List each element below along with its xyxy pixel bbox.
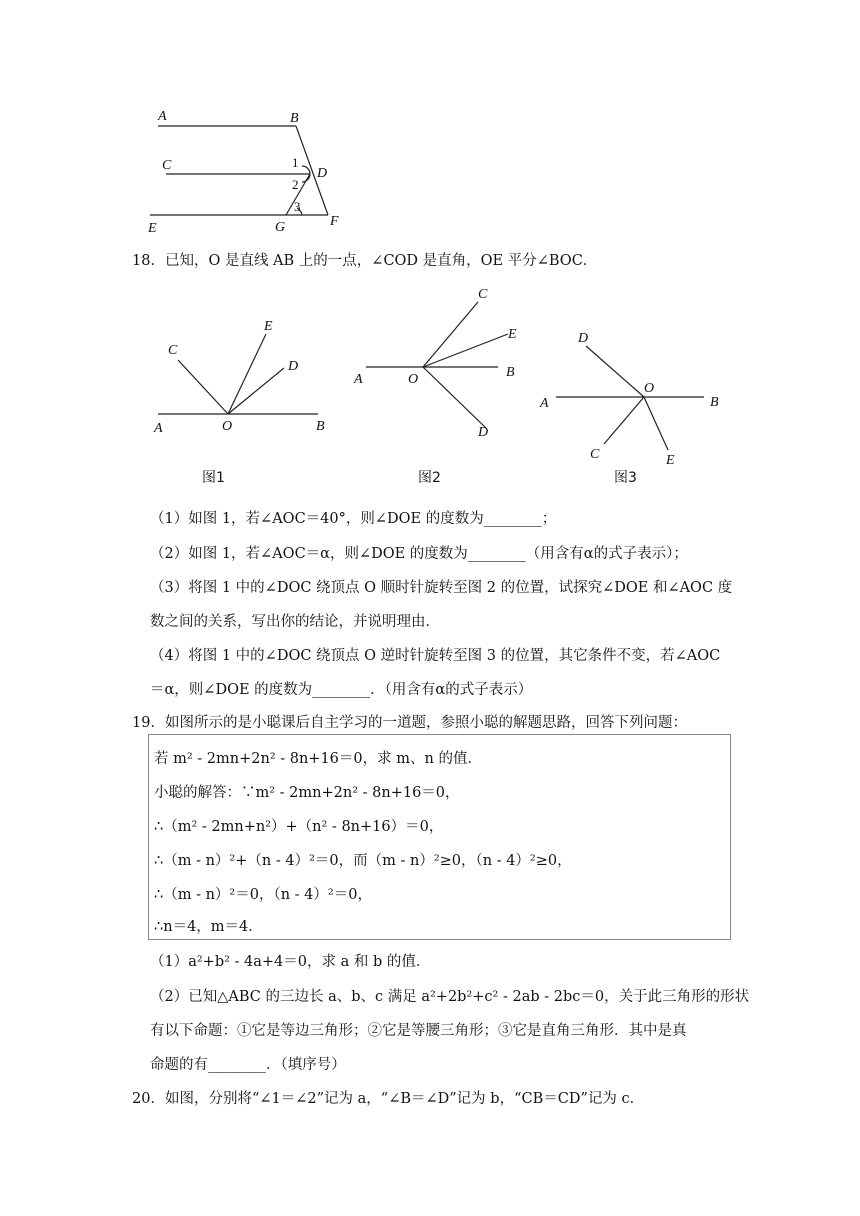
q18-part2: （2）如图 1，若∠AOC＝α，则∠DOE 的度数为________（用含有α的式子表示）； [150, 546, 688, 562]
fig1-label-A: A [154, 421, 163, 436]
fig2-label-A: A [354, 372, 363, 387]
fig1-label-D: D [288, 359, 299, 374]
fig2-label-B: B [506, 365, 515, 380]
q18-part3-line1: （3）将图 1 中的∠DOC 绕顶点 O 顺时针旋转至图 2 的位置，试探究∠DOE 和∠AOC 度 [150, 580, 733, 596]
q19-part2-line3: 命题的有________．（填序号） [150, 1057, 346, 1073]
q19-stem: 19．如图所示的是小聪课后自主学习的一道题，参照小聪的解题思路，回答下列问题： [132, 715, 687, 731]
fig3-label-C: C [590, 447, 600, 462]
q19-solution-box [148, 734, 731, 940]
fig1-label-C: C [168, 343, 178, 358]
fig17-label-F: F [330, 214, 339, 229]
fig17-label-A: A [158, 109, 167, 124]
fig1-label-E: E [264, 319, 273, 334]
fig17-angle-2: 2 [292, 177, 299, 192]
fig17-label-C: C [162, 158, 172, 173]
q18-stem: 18．已知，O 是直线 AB 上的一点，∠COD 是直角，OE 平分∠BOC． [132, 253, 598, 269]
fig1-label-B: B [316, 419, 325, 434]
q19-box-line-1: 若 m² - 2mn+2n² - 8n+16＝0，求 m、n 的值． [154, 751, 482, 767]
fig2-caption: 图2 [418, 470, 441, 486]
figure-q18-angles [148, 282, 724, 488]
q18-part4-line2: ＝α，则∠DOE 的度数为________．（用含有α的式子表示） [150, 682, 533, 698]
fig2-label-C: C [478, 287, 488, 302]
fig17-label-G: G [275, 220, 286, 235]
fig17-label-B: B [290, 111, 299, 126]
fig17-angle-3: 3 [294, 199, 301, 214]
figure-parallel-lines [140, 100, 360, 240]
fig3-label-E: E [666, 453, 675, 468]
q19-part2-line2: 有以下命题：①它是等边三角形；②它是等腰三角形；③它是直角三角形．其中是真 [150, 1023, 687, 1039]
fig17-label-E: E [148, 221, 157, 236]
fig3-label-A: A [540, 396, 549, 411]
fig1-label-O: O [222, 419, 233, 434]
q18-part1: （1）如图 1，若∠AOC＝40°，则∠DOE 的度数为________； [150, 511, 557, 527]
q19-box-line-4: ∴（m - n）²+（n - 4）²＝0，而（m - n）²≥0，（n - 4）²≥0， [154, 853, 572, 869]
fig3-label-O: O [644, 381, 655, 396]
fig3-label-D: D [578, 331, 589, 346]
q19-box-line-6: ∴n＝4，m＝4． [154, 919, 263, 935]
q19-part2-line1: （2）已知△ABC 的三边长 a、b、c 满足 a²+2b²+c² - 2ab - 2bc＝0，关于此三角形的形状 [150, 989, 750, 1005]
fig2-label-O: O [408, 372, 419, 387]
q18-part3-line2: 数之间的关系，写出你的结论，并说明理由． [150, 614, 440, 630]
fig17-angle-1: 1 [292, 155, 299, 170]
fig1-caption: 图1 [202, 470, 225, 486]
q19-part1: （1）a²+b² - 4a+4＝0，求 a 和 b 的值． [150, 954, 431, 970]
q18-part4-line1: （4）将图 1 中的∠DOC 绕顶点 O 逆时针旋转至图 3 的位置，其它条件不变，若∠AOC [150, 648, 721, 664]
q19-box-line-3: ∴（m² - 2mn+n²）+（n² - 8n+16）＝0， [154, 819, 444, 835]
fig3-caption: 图3 [614, 470, 637, 486]
fig2-label-E: E [508, 327, 517, 342]
q19-box-line-5: ∴（m - n）²＝0，（n - 4）²＝0， [154, 887, 372, 903]
fig3-label-B: B [710, 395, 719, 410]
fig2-label-D: D [478, 425, 489, 440]
fig17-label-D: D [317, 166, 328, 181]
q20-stem: 20．如图，分别将“∠1＝∠2”记为 a，“∠B＝∠D”记为 b，“CB＝CD”记为 c． [132, 1091, 645, 1107]
q19-box-line-2: 小聪的解答：∵m² - 2mn+2n² - 8n+16＝0， [154, 785, 460, 801]
